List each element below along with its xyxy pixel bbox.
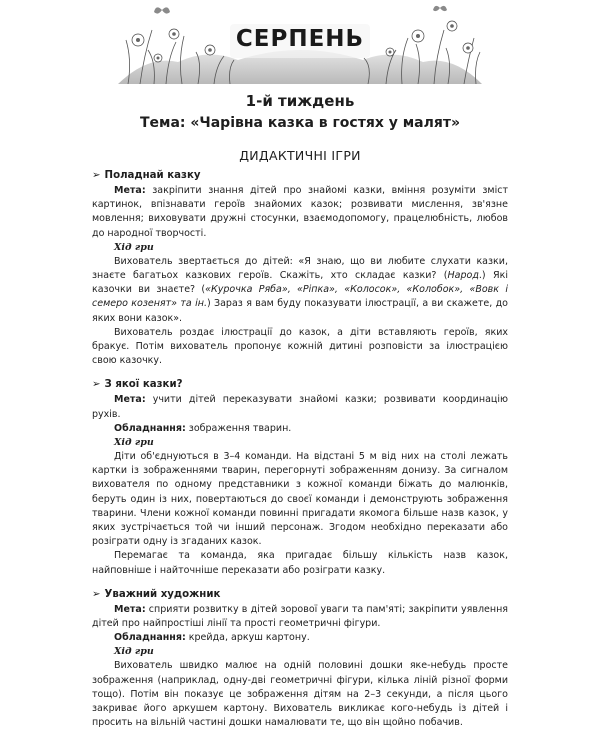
game-title: ➢ Уважний художник bbox=[92, 588, 221, 600]
game-block bbox=[92, 587, 508, 731]
arrow-bullet-icon: ➢ bbox=[92, 170, 101, 181]
content-body bbox=[92, 168, 508, 731]
game-course-label: Хід гри bbox=[114, 646, 154, 658]
game-paragraph: Діти об'єднуються в 3–4 команди. На відстані 5 м від них на столі лежать картки із зображеннями тварин, перегорнуті зображенням донизу. За сигналом вихователя по одному представники з кожної команди біжать до малюнків, беруть один із них, повертаються до своєї команди і демонструють зображення тварини. Члени кожної команди повинні пригадати якомога більше назв казок, у яких зустрічається той чи інший персонаж. Згодом необхідно переказати або розіграти одну із згаданих казок. bbox=[92, 451, 508, 548]
game-goal: Мета: учити дітей переказувати знайомі казки; розвивати координацію рухів. bbox=[92, 394, 508, 420]
game-paragraph: Вихователь звертається до дітей: «Я знаю, що ви любите слухати казки, знаєте багатьох казкових героїв. Скажіть, хто складає казки? (Народ.) Які казочки ви знаєте? («Курочка Ряба», «Ріпка», «Колосок», «Колобок», «Вовк і семеро козенят» та ін.) Зараз я вам буду показувати ілюстрації, а ви скажете, до яких вони казок». bbox=[92, 255, 508, 324]
game-title: ➢ З якої казки? bbox=[92, 379, 183, 391]
game-title: ➢ Поладнай казку bbox=[92, 170, 201, 181]
week-heading: 1-й тиждень bbox=[245, 92, 355, 110]
month-title: СЕРПЕНЬ bbox=[235, 26, 365, 52]
month-banner bbox=[118, 0, 482, 84]
arrow-bullet-icon: ➢ bbox=[92, 588, 101, 600]
game-block bbox=[92, 377, 508, 577]
game-paragraph: Вихователь швидко малює на одній половині дошки яке-небудь просте зображення (наприклад, одну-дві геометричні фігури, кілька ліній різної форми тощо). Потім він показує це зображення дітям на 2–3 секунди, а після цього закриває його аркушем картону. Вихователь викликає кого-небудь із дітей і просить на вільній частині дошки намалювати те, що він щойно побачив. bbox=[92, 660, 508, 729]
section-heading: ДИДАКТИЧНІ ІГРИ bbox=[239, 148, 361, 163]
game-paragraph: Вихователь роздає ілюстрації до казок, а діти вставляють героїв, яких бракує. Потім вихователь пропонує кожній дитині розповісти за ілюстрацією свою казочку. bbox=[92, 326, 508, 367]
game-course-label: Хід гри bbox=[114, 437, 154, 449]
game-block bbox=[92, 168, 508, 368]
game-equipment: Обладнання: крейда, аркуш картону. bbox=[114, 632, 310, 644]
game-paragraph: Перемагає та команда, яка пригадає більшу кількість назв казок, найповніше і найточніше переказати або розіграти казку. bbox=[92, 550, 508, 576]
game-equipment: Обладнання: зображення тварин. bbox=[114, 422, 292, 434]
theme-heading: Тема: «Чарівна казка в гостях у малят» bbox=[139, 115, 461, 131]
game-goal: Мета: закріпити знання дітей про знайомі казки, вміння розуміти зміст картинок, впізнавати героїв знайомих казок; розвивати мислення, зв'язне мовлення; виховувати дружні стосунки, взаємодопомогу, працелюбність, любов до народної творчості. bbox=[92, 185, 508, 239]
arrow-bullet-icon: ➢ bbox=[92, 379, 101, 391]
game-course-label: Хід гри bbox=[114, 241, 154, 253]
game-goal: Мета: сприяти розвитку в дітей зорової уваги та пам'яті; закріпити уявлення дітей про найпростіші лінії та прості геометричні фігури. bbox=[92, 603, 508, 630]
